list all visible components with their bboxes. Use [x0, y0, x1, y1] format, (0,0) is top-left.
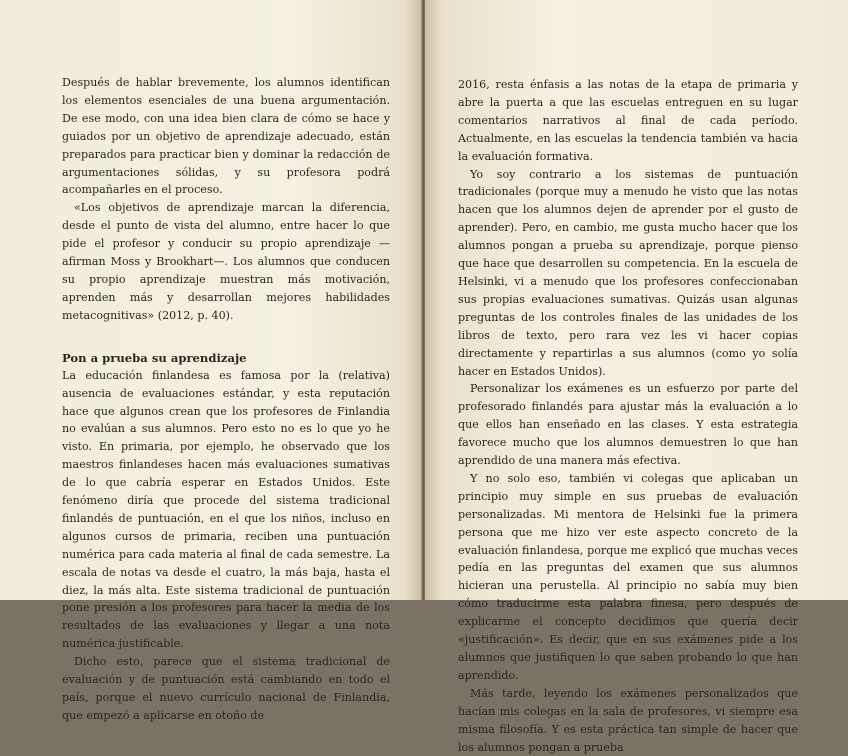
paragraph: Yo soy contrario a los sistemas de puntuación tradicionales (porque muy a menudo he visto que las notas hacen que los alumnos dejen de aprender por el gusto de aprender). Pero, en cambio, me gusta mucho hacer que los alumnos pongan a prueba su aprendizaje, porque pienso que hace que desarrollen su competencia. En la escuela de Helsinki, vi a menudo que los profesores confeccionaban sus propias evaluaciones sumativas. Quizás usan algunas preguntas de los controles finales de las unidades de los libros de texto, pero rara vez les vi hacer copias directamente y repartirlas a sus alumnos (como yo solía hacer en Estados Unidos).: [458, 167, 798, 378]
paragraph: Después de hablar brevemente, los alumnos identifican los elementos esenciales de una buena argumentación. De ese modo, con una idea bien clara de cómo se hace y guiados por un objetivo de aprendizaje adecuado, están preparados para practicar bien y dominar la redacción de argumentaciones sólidas, y su profesora podrá acompañarles en el proceso.: [62, 76, 390, 197]
paragraph: Personalizar los exámenes es un esfuerzo por parte del profesorado finlandés para ajustar más la evaluación a lo que ellos han enseñado en las clases. Y esta estrategia favorece mucho que los alumnos demuestren lo que han aprendido de una manera más efectiva.: [458, 382, 798, 468]
quote-paragraph: «Los objetivos de aprendizaje marcan la diferencia, desde el punto de vista del alumno, entre hacer lo que pide el profesor y conducir su propio aprendizaje —afirman Moss y Brookhart—. Los alumnos que conducen su propio aprendizaje muestran más motivación, aprenden más y desarrollan mejores habilidades metacognitivas» (2012, p. 40).: [62, 201, 390, 322]
paragraph: La educación finlandesa es famosa por la (relativa) ausencia de evaluaciones estándar, y esta reputación hace que algunos crean que los profesores de Finlandia no evalúan a sus alumnos. Pero esto no es lo que yo he visto. En primaria, por ejemplo, he observado que los maestros finlandeses hacen más evaluaciones sumativas de lo que cabría esperar en Estados Unidos. Este fenómeno diría que procede del sistema tradicional finlandés de puntuación, en el que los niños, incluso en algunos cursos de primaria, reciben una puntuación numérica para cada materia al final de cada semestre. La escala de notas va desde el cuatro, la más baja, hasta el diez, la más alta. Este sistema tradicional de puntuación pone presión a los profesores para hacer la media de los resultados de las evaluaciones y llegar a una nota numérica justificable.: [62, 368, 390, 651]
paragraph: 2016, resta énfasis a las notas de la etapa de primaria y abre la puerta a que las escuelas entreguen en su lugar comentarios narrativos al final de cada período. Actualmente, en las escuelas la tendencia también va hacia la evaluación formativa.: [458, 78, 798, 163]
paragraph: Más tarde, leyendo los exámenes personalizados que hacían mis colegas en la sala de profesores, vi siempre esa misma filosofía. Y es esta práctica tan simple de hacer que los alumnos pongan a prueba: [458, 686, 798, 754]
section-spacer: [62, 325, 390, 349]
paragraph: Y no solo eso, también vi colegas que aplicaban un principio muy simple en sus pruebas de evaluación personalizadas. Mi mentora de Helsinki fue la primera persona que me hizo ver este aspecto concreto de la evaluación finlandesa, porque me explicó que muchas veces pedía en las preguntas del examen que sus alumnos hicieran una perustella. Al principio no sabía muy bien cómo traducirme esta palabra finesa, pero después de explicarme el concepto decidimos que quería decir «justificación». Es decir, que en sus exámenes pide a los alumnos que justifiquen lo que saben probando lo que han aprendido.: [458, 471, 798, 682]
left-page: [0, 0, 422, 722]
right-page: [425, 0, 848, 754]
section-heading: Pon a prueba su aprendizaje: [62, 350, 247, 365]
paragraph: Dicho esto, parece que el sistema tradicional de evaluación y de puntuación está cambiando en todo el país, porque el nuevo currículo nacional de Finlandia, que empezó a aplicarse en otoño de: [62, 655, 390, 722]
